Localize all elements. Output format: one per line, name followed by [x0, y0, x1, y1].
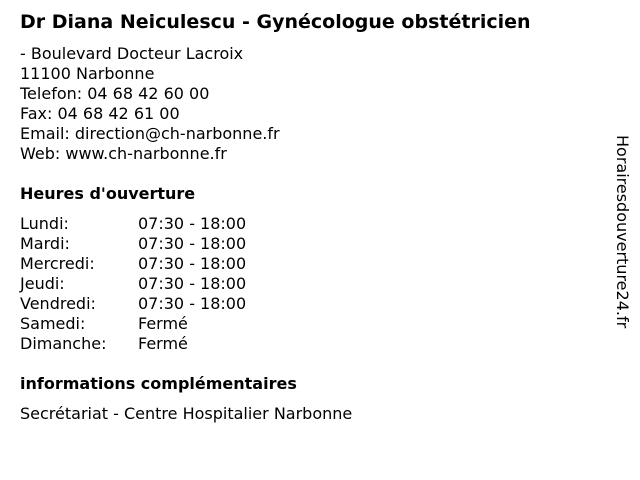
day-label: Samedi: — [20, 314, 86, 333]
time-value: 07:30 - 18:00 — [138, 214, 247, 233]
time-value: Fermé — [138, 314, 188, 333]
day-label: Mardi: — [20, 234, 70, 253]
hours-row-monday — [20, 214, 280, 234]
address-street: - Boulevard Docteur Lacroix — [20, 44, 244, 63]
day-label: Lundi: — [20, 214, 69, 233]
site-watermark: Horairesdouverture24.fr — [613, 135, 632, 329]
time-value: 07:30 - 18:00 — [138, 234, 247, 253]
day-label: Dimanche: — [20, 334, 107, 353]
day-label: Vendredi: — [20, 294, 96, 313]
hours-row-tuesday — [20, 234, 280, 254]
page-title: Dr Diana Neiculescu - Gynécologue obstétricien — [20, 11, 531, 33]
day-label: Mercredi: — [20, 254, 95, 273]
hours-row-wednesday — [20, 254, 280, 274]
info-heading: informations complémentaires — [20, 374, 297, 393]
opening-hours-table — [20, 214, 280, 354]
fax-number: Fax: 04 68 42 61 00 — [20, 104, 180, 123]
hours-row-friday — [20, 294, 280, 314]
phone-number: Telefon: 04 68 42 60 00 — [20, 84, 210, 103]
hours-row-saturday — [20, 314, 280, 334]
website: Web: www.ch-narbonne.fr — [20, 144, 227, 163]
time-value: Fermé — [138, 334, 188, 353]
hours-row-thursday — [20, 274, 280, 294]
contact-block — [20, 44, 280, 164]
hours-heading: Heures d'ouverture — [20, 184, 196, 203]
email-address: Email: direction@ch-narbonne.fr — [20, 124, 280, 143]
hours-row-sunday — [20, 334, 280, 354]
time-value: 07:30 - 18:00 — [138, 294, 247, 313]
address-city: 11100 Narbonne — [20, 64, 155, 83]
time-value: 07:30 - 18:00 — [138, 254, 247, 273]
time-value: 07:30 - 18:00 — [138, 274, 247, 293]
info-text: Secrétariat - Centre Hospitalier Narbonne — [20, 404, 353, 423]
day-label: Jeudi: — [20, 274, 65, 293]
